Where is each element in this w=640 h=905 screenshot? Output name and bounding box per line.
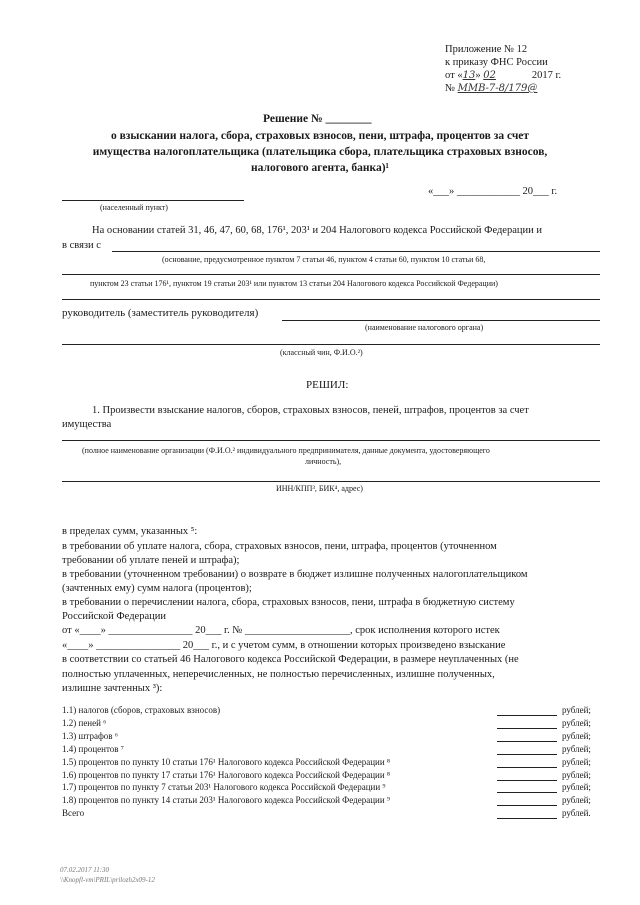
limits-line-10: в соответствии со статьей 46 Налогового кодекса Российской Федерации, в размере неуплаченных (не — [62, 654, 519, 665]
sum-unit: рублей; — [562, 769, 591, 780]
basis-caption-1: (основание, предусмотренное пунктом 7 статьи 46, пунктом 4 статьи 60, пунктом 10 статьи 68, — [162, 255, 486, 264]
basis-fill-line[interactable] — [112, 251, 600, 252]
limits-line-3: требовании об уплате пеней и штрафа); — [62, 555, 240, 566]
sum-amount-field[interactable] — [497, 728, 557, 729]
rank-caption: (классный чин, Ф.И.О.²) — [280, 348, 363, 357]
sum-unit: рублей; — [562, 782, 591, 793]
sum-unit: рублей; — [562, 795, 591, 806]
appendix-order: к приказу ФНС России — [445, 57, 548, 68]
limits-line-7: Российской Федерации — [62, 611, 166, 622]
limits-line-12: излишне зачтенных ³): — [62, 683, 163, 694]
sum-row — [62, 731, 602, 743]
sum-label: 1.1) налогов (сборов, страховых взносов) — [62, 705, 221, 715]
sum-row — [62, 808, 602, 820]
handwritten-day: 13 — [462, 70, 476, 81]
basis-caption-2: пунктом 23 статьи 176¹, пунктом 19 статьи 203¹ или пунктом 13 статьи 204 Налогового кодекса Российской Федерации) — [90, 279, 498, 288]
sum-label: 1.2) пеней ⁶ — [62, 717, 107, 728]
item1-line-1: 1. Произвести взыскание налогов, сборов, страховых взносов, пеней, штрафов, процентов за счет — [92, 405, 529, 416]
limits-line-6: в требовании о перечислении налога, сбора, страховых взносов, пени, штрафа в бюджетную систему — [62, 597, 515, 608]
limits-line-11: полностью уплаченных, неперечисленных, не полностью перечисленных, излишне полученных, — [62, 669, 495, 680]
rank-fill-line[interactable] — [62, 344, 600, 345]
basis-line-2: в связи с — [62, 240, 101, 251]
sum-row — [62, 795, 602, 807]
sum-amount-field[interactable] — [497, 715, 557, 716]
sum-unit: рублей. — [562, 808, 591, 819]
limits-line-1: в пределах сумм, указанных ⁵: — [62, 526, 198, 537]
basis-line-1: На основании статей 31, 46, 47, 60, 68, 176¹, 203¹ и 204 Налогового кодекса Российской Федерации и — [92, 225, 542, 236]
sum-label: 1.6) процентов по пункту 17 статьи 176¹ Налогового кодекса Российской Федерации ⁸ — [62, 769, 391, 780]
limits-line-9: «____» ________________ 20___ г., и с учетом сумм, в отношении которых произведено взыскание — [62, 640, 506, 651]
sum-unit: рублей; — [562, 756, 591, 767]
place-line[interactable] — [62, 200, 244, 201]
sum-label: 1.8) процентов по пункту 14 статьи 203¹ Налогового кодекса Российской Федерации ⁹ — [62, 795, 391, 806]
org-caption: (наименование налогового органа) — [365, 323, 484, 332]
item1-caption-1: (полное наименование организации (Ф.И.О.² индивидуального предпринимателя, данные документа, удостоверяющего — [82, 446, 490, 455]
title-line-1: о взыскании налога, сбора, страховых взносов, пени, штрафа, процентов за счет — [110, 130, 530, 142]
sum-label: 1.5) процентов по пункту 10 статьи 176¹ Налогового кодекса Российской Федерации ⁸ — [62, 756, 391, 767]
sum-row — [62, 705, 602, 717]
resolved-heading: РЕШИЛ: — [306, 379, 349, 391]
date-line: «___» ____________ 20___ г. — [428, 186, 558, 197]
decision-title: Решение № ________ — [263, 113, 372, 125]
org-fill-line[interactable] — [282, 320, 600, 321]
sum-row — [62, 757, 602, 769]
org-name-fill-line[interactable] — [62, 440, 600, 441]
appendix-block — [445, 43, 561, 95]
limits-line-5: (зачтенных ему) сумм налога (процентов); — [62, 583, 252, 594]
sum-amount-field[interactable] — [497, 754, 557, 755]
title-line-2: имущества налогоплательщика (плательщика сбора, плательщика страховых взносов, — [92, 146, 548, 158]
sum-label: 1.3) штрафов ⁶ — [62, 730, 118, 741]
limits-line-8: от «____» ________________ 20___ г. № ____________________, срок исполнения которого истек — [62, 625, 500, 636]
sum-amount-field[interactable] — [497, 780, 557, 781]
item1-caption-2: личность), — [305, 457, 342, 466]
sum-amount-field[interactable] — [497, 767, 557, 768]
footer-stamp-2: \\Knopfl-vm\PRIL\prilozh2x09-12 — [60, 876, 155, 884]
handwritten-month: 02 — [483, 70, 496, 81]
sum-row — [62, 782, 602, 794]
sum-unit: рублей; — [562, 705, 591, 715]
sum-amount-field[interactable] — [497, 792, 557, 793]
limits-line-2: в требовании об уплате налога, сбора, страховых взносов, пени, штрафа, процентов (уточненном — [62, 541, 497, 552]
title-line-3: налогового агента, банка)¹ — [251, 162, 389, 174]
inn-fill-line[interactable] — [62, 481, 600, 482]
sum-amount-field[interactable] — [497, 741, 557, 742]
basis-fill-line-3[interactable] — [62, 299, 600, 300]
sum-row — [62, 744, 602, 756]
footer-stamp-1: 07.02.2017 11:30 — [60, 866, 110, 874]
head-label: руководитель (заместитель руководителя) — [62, 307, 259, 319]
appendix-number: Приложение № 12 — [445, 44, 528, 55]
item1-line-2: имущества — [62, 419, 112, 430]
appendix-date: от «13» 02 2017 г. — [445, 70, 562, 81]
appendix-order-number: № ММВ-7-8/179@ — [445, 83, 538, 94]
sum-label: 1.7) процентов по пункту 7 статьи 203¹ Налогового кодекса Российской Федерации ⁹ — [62, 782, 386, 793]
limits-line-4: в требовании (уточненном требовании) о возврате в бюджет излишне полученных налогоплательщиком — [62, 569, 528, 580]
sum-row — [62, 770, 602, 782]
sum-row — [62, 718, 602, 730]
sum-unit: рублей; — [562, 730, 591, 741]
sum-unit: рублей; — [562, 717, 591, 728]
place-caption: (населенный пункт) — [100, 203, 168, 212]
handwritten-order-number: ММВ-7-8/179@ — [457, 83, 538, 94]
sum-amount-field[interactable] — [497, 818, 557, 819]
basis-fill-line-2[interactable] — [62, 274, 600, 275]
sum-label: 1.4) процентов ⁷ — [62, 743, 124, 754]
sum-label: Всего — [62, 808, 85, 819]
sum-amount-field[interactable] — [497, 805, 557, 806]
sum-unit: рублей; — [562, 743, 591, 754]
item1-caption-3: ИНН/КПП³, БИК⁴, адрес) — [276, 484, 363, 493]
